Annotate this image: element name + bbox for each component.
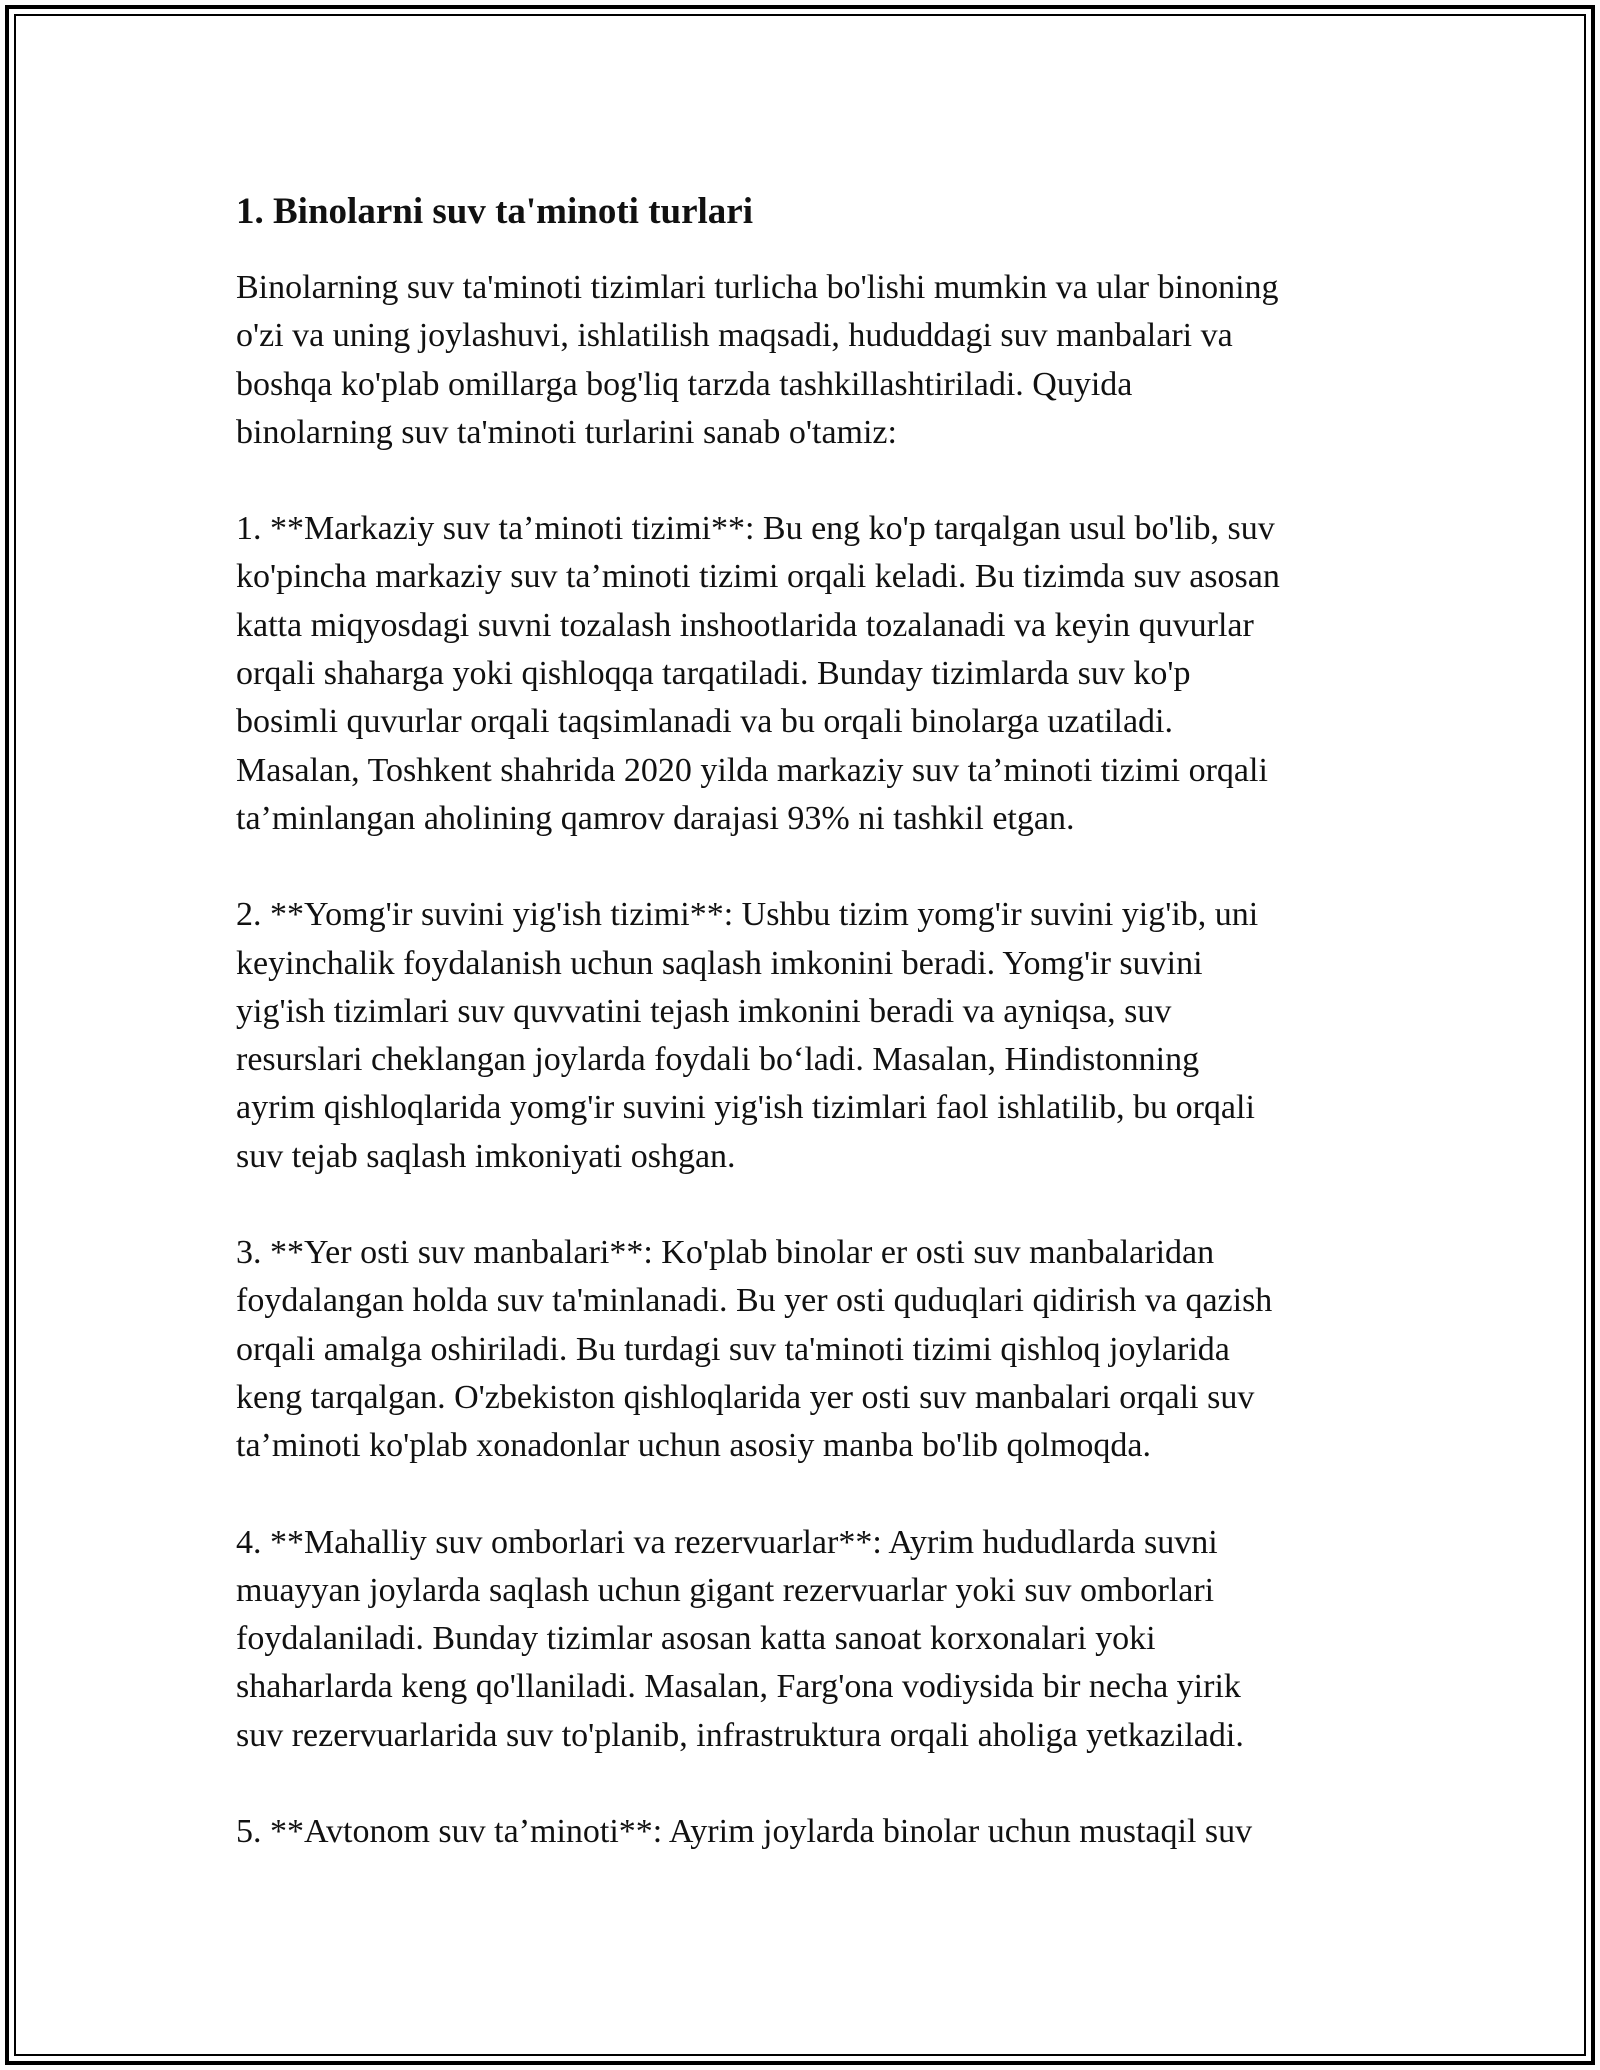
- document-title: 1. Binolarni suv ta'minoti turlari: [236, 191, 754, 232]
- paragraph-central-water-supply: 1. **Markaziy suv ta’minoti tizimi**: Bu eng ko'p tarqalgan usul bo'lib, suv ko'pincha markaziy suv ta’minoti tizimi orqali keladi. Bu tizimda suv asosan katta miqyosdagi suvni tozalash inshootlarida tozalanadi va keyin quvurlar orqali shaharga yoki qishloqqa tarqatiladi. Bunday tizimlarda suv ko'p bosimli quvurlar orqali taqsimlanadi va bu orqali binolarga uzatiladi. Masalan, Toshkent shahrida 2020 yilda markaziy suv ta’minoti tizimi orqali ta’minlangan aholining qamrov darajasi 93% ni tashkil etgan.: [236, 510, 1280, 837]
- paragraph-local-reservoirs: 4. **Mahalliy suv omborlari va rezervuarlar**: Ayrim hududlarda suvni muayyan joylarda saqlash uchun gigant rezervuarlar yoki suv omborlari foydalaniladi. Bunday tizimlar asosan katta sanoat korxonalari yoki shaharlarda keng qo'llaniladi. Masalan, Farg'ona vodiysida bir necha yirik suv rezervuarlarida suv to'planib, infrastruktura orqali aholiga yetkaziladi.: [236, 1523, 1244, 1754]
- paragraph-autonomous-supply: 5. **Avtonom suv ta’minoti**: Ayrim joylarda binolar uchun mustaqil suv: [236, 1813, 1253, 1851]
- paragraph-groundwater-sources: 3. **Yer osti suv manbalari**: Ko'plab binolar er osti suv manbalaridan foydalangan holda suv ta'minlanadi. Bu yer osti quduqlari qidirish va qazish orqali amalga oshiriladi. Bu turdagi suv ta'minoti tizimi qishloq joylarida keng tarqalgan. O'zbekiston qishloqlarida yer osti suv manbalari orqali suv ta’minoti ko'plab xonadonlar uchun asosiy manba bo'lib qolmoqda.: [236, 1234, 1273, 1465]
- intro-paragraph: Binolarning suv ta'minoti tizimlari turlicha bo'lishi mumkin va ular binoning o'zi va uning joylashuvi, ishlatilish maqsadi, hududdagi suv manbalari va boshqa ko'plab omillarga bog'liq tarzda tashkillashtiriladi. Quyida binolarning suv ta'minoti turlarini sanab o'tamiz:: [236, 269, 1279, 451]
- document-body: [236, 186, 1386, 1904]
- paragraph-rainwater-collection: 2. **Yomg'ir suvini yig'ish tizimi**: Ushbu tizim yomg'ir suvini yig'ib, uni keyinchalik foydalanish uchun saqlash imkonini beradi. Yomg'ir suvini yig'ish tizimlari suv quvvatini tejash imkonini beradi va ayniqsa, suv resurslari cheklangan joylarda foydali bo‘ladi. Masalan, Hindistonning ayrim qishloqlarida yomg'ir suvini yig'ish tizimlari faol ishlatilib, bu orqali suv tejab saqlash imkoniyati oshgan.: [236, 896, 1259, 1175]
